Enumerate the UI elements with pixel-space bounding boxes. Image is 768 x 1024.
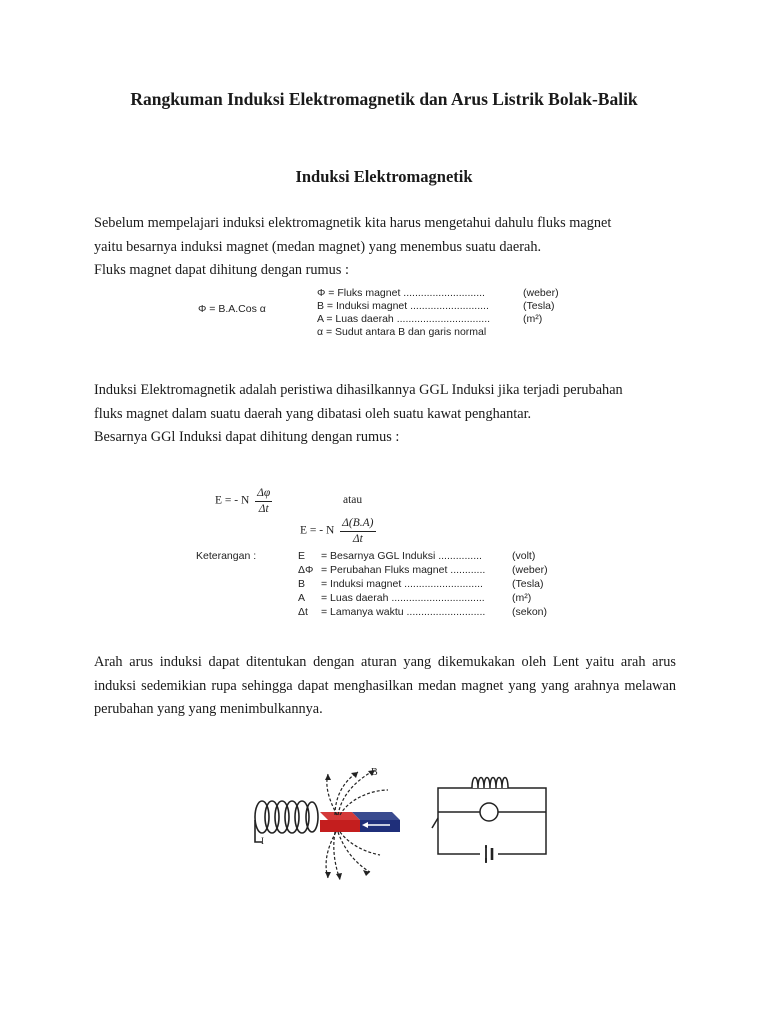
intro-line-1: Sebelum mempelajari induksi elektromagnetik kita harus mengetahui dahulu fluks magnet <box>94 215 612 231</box>
ggl-legend-unit-1: (weber) <box>512 564 548 576</box>
ggl-legend-sym-4: Δt <box>298 606 308 618</box>
ggl-eq2-den: Δt <box>352 532 363 545</box>
ggl-legend-unit-0: (volt) <box>512 550 536 562</box>
ggl-or-label: atau <box>343 494 363 506</box>
ggl-line-1: Induksi Elektromagnetik adalah peristiwa dihasilkannya GGL Induksi jika terjadi perubahan <box>94 382 623 398</box>
flux-legend-0: Φ = Fluks magnet ............................ <box>317 287 485 299</box>
flux-legend-unit-1: (Tesla) <box>523 300 555 312</box>
ggl-eq1-left: E = - N <box>215 494 250 507</box>
ggl-legend-sym-1: ΔΦ <box>298 564 314 576</box>
document-title: Rangkuman Induksi Elektromagnetik dan Arus Listrik Bolak-Balik <box>130 89 638 109</box>
ggl-legend-3: = Luas daerah ................................ <box>321 592 485 604</box>
ggl-legend-unit-4: (sekon) <box>512 606 548 618</box>
flux-formula <box>190 286 580 342</box>
ggl-legend-unit-2: (Tesla) <box>512 578 544 590</box>
intro-line-2: yaitu besarnya induksi magnet (medan magnet) yang menembus suatu daerah. <box>94 238 542 255</box>
ggl-legend-sym-0: E <box>298 550 306 562</box>
ggl-legend-2: = Induksi magnet ........................... <box>321 578 483 590</box>
flux-legend-unit-2: (m²) <box>523 313 543 325</box>
flux-legend-1: B = Induksi magnet ........................... <box>317 300 489 312</box>
ggl-eq2-fraction <box>340 516 375 546</box>
bar-magnet <box>320 812 400 832</box>
field-label: B <box>371 767 378 778</box>
ggl-legend-1: = Perubahan Fluks magnet ............ <box>321 564 486 576</box>
battery-gap <box>480 848 498 858</box>
coil-drawing <box>255 801 318 842</box>
ggl-equation-2 <box>300 516 376 546</box>
ggl-legend-unit-3: (m²) <box>512 592 532 604</box>
ggl-legend-4: = Lamanya waktu ........................... <box>321 606 486 618</box>
ggl-equation-1 <box>215 486 272 516</box>
flux-legend-3: α = Sudut antara B dan garis normal <box>317 326 487 338</box>
ggl-legend-sym-3: A <box>298 592 306 604</box>
ggl-eq2-left: E = - N <box>300 524 335 537</box>
section-title: Induksi Elektromagnetik <box>295 167 473 186</box>
ggl-eq1-num: Δφ <box>255 486 272 502</box>
lenz-paragraph: Arah arus induksi dapat ditentukan dengan aturan yang dikemukakan oleh Lent yaitu arah arus induksi sedemikian rupa sehingga dapat menghasilkan medan magnet yang yang arahnya melawan perubahan yang yang menimbulkannya. <box>94 654 676 717</box>
ggl-keterangan: Keterangan : <box>196 550 257 562</box>
ggl-paragraph <box>94 379 676 450</box>
flux-legend-unit-0: (weber) <box>523 287 559 299</box>
flux-equation: Φ = B.A.Cos α <box>198 303 266 315</box>
intro-paragraph <box>94 212 676 283</box>
flux-legend-2: A = Luas daerah ................................ <box>317 313 491 325</box>
ggl-eq1-den: Δt <box>258 502 269 515</box>
intro-line-3: Fluks magnet dapat dihitung dengan rumus : <box>94 262 349 278</box>
ggl-line-2: fluks magnet dalam suatu daerah yang dibatasi oleh suatu kawat penghantar. <box>94 405 532 422</box>
ggl-eq2-num: Δ(B.A) <box>340 516 375 532</box>
ggl-eq1-fraction <box>255 486 272 516</box>
induction-figure <box>240 760 570 895</box>
current-label: I <box>261 836 264 846</box>
ggl-formula <box>190 476 570 621</box>
ggl-legend-0: = Besarnya GGL Induksi ............... <box>321 550 482 562</box>
ggl-legend-sym-2: B <box>298 578 306 590</box>
ggl-line-3: Besarnya GGl Induksi dapat dihitung dengan rumus : <box>94 429 400 445</box>
